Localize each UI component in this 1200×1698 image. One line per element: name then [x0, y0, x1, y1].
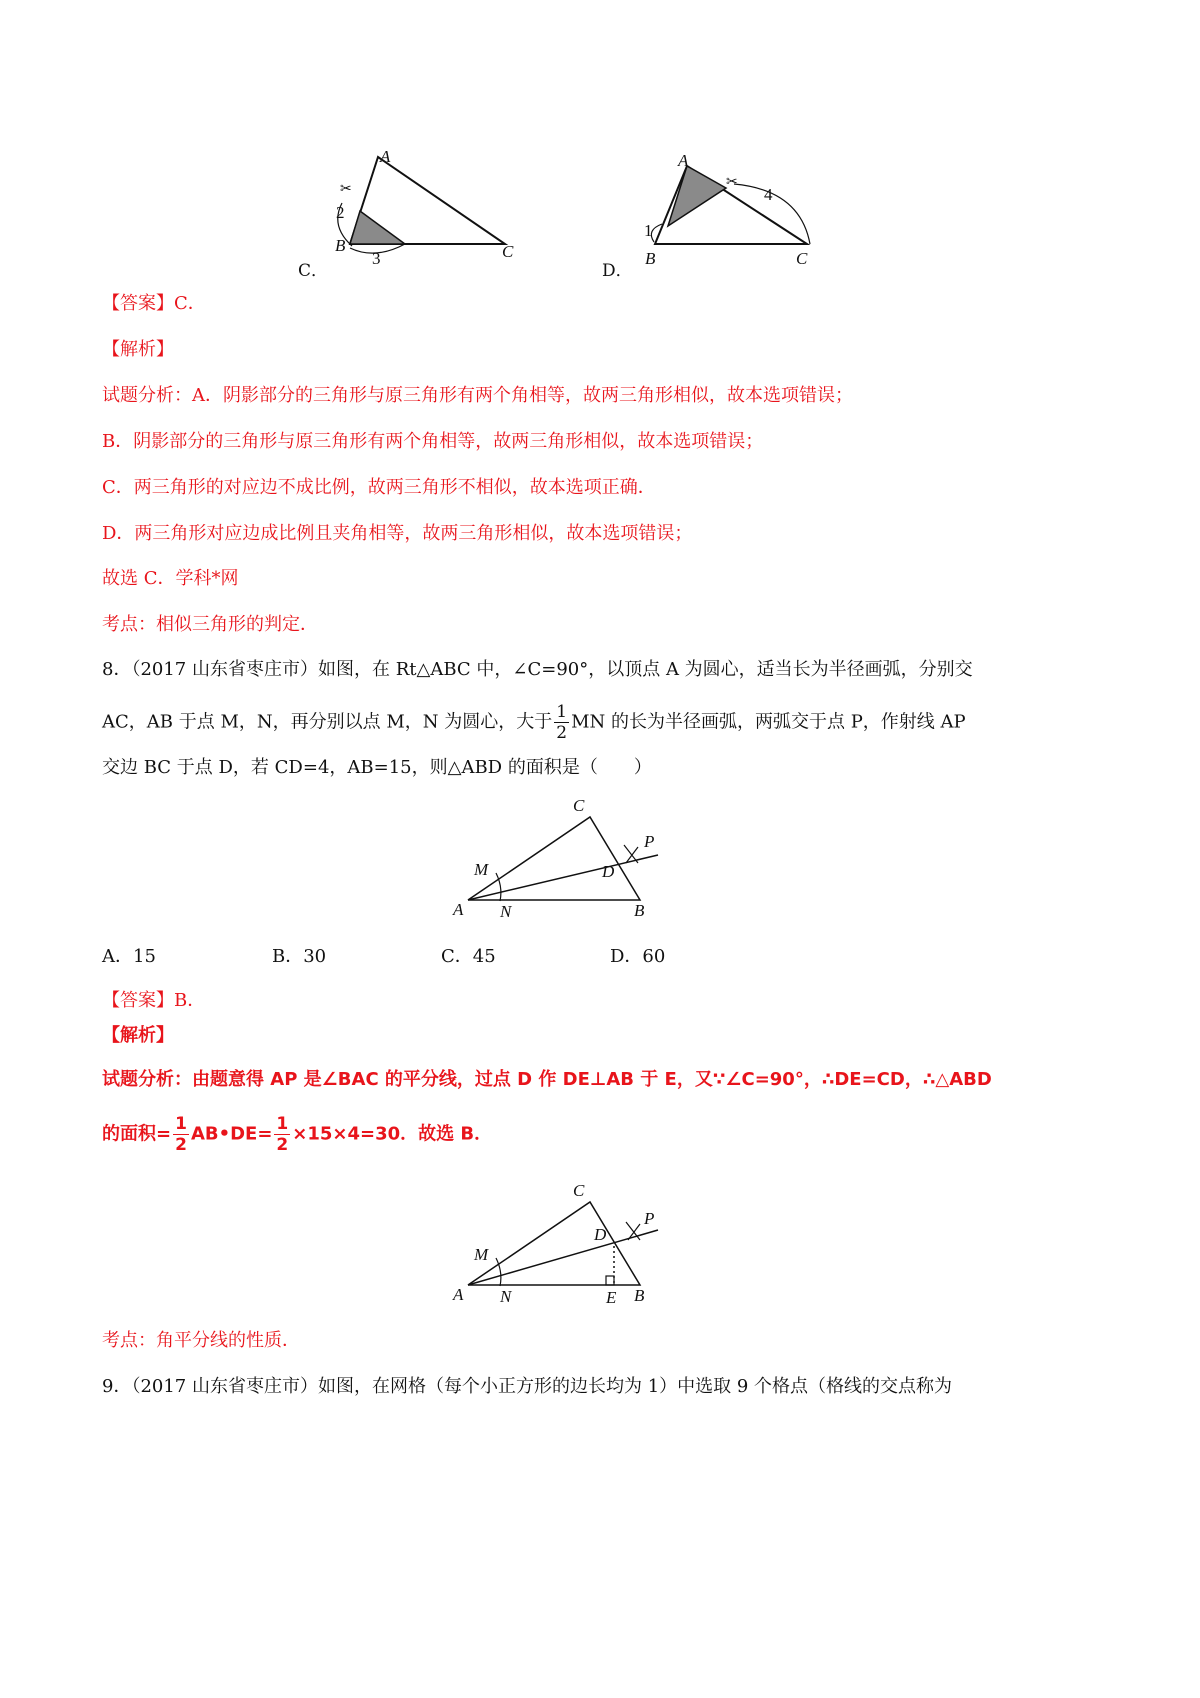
q8-analysis-line-1: 试题分析：由题意得 AP 是∠BAC 的平分线，过点 D 作 DE⊥AB 于 E，又∵∠C=90°，∴DE=CD，∴△ABD	[102, 1069, 992, 1090]
figure-option-c	[330, 148, 530, 273]
q8-analysis-line-2a: 的面积=	[102, 1123, 172, 1145]
q8-kaodian: 考点：角平分线的性质．	[102, 1330, 300, 1351]
q8-sol-fig-b: B	[634, 1286, 645, 1305]
q8-analysis-fraction-2: $\frac{1}{2}$	[276, 1114, 289, 1155]
q8-figure	[448, 795, 668, 920]
svg-text:✂: ✂	[340, 182, 352, 197]
q7-conclusion: 故选 C．学科*网	[102, 568, 239, 589]
q8-stem-line-1: 8．（2017 山东省枣庄市）如图，在 Rt△ABC 中，∠C=90°，以顶点 A 为圆心，适当长为半径画弧，分别交	[102, 659, 973, 680]
q8-option-b: B．30	[272, 946, 327, 967]
q8-fig-p: P	[644, 832, 655, 851]
q8-sol-fig-d: D	[594, 1225, 607, 1244]
q8-stem-line-3: 交边 BC 于点 D，若 CD=4，AB=15，则△ABD 的面积是（ ）	[102, 757, 652, 778]
q8-solution-figure	[448, 1180, 668, 1310]
q8-sol-fig-p: P	[644, 1209, 655, 1228]
q8-sol-fig-c: C	[573, 1181, 585, 1200]
q8-sol-fig-e: E	[606, 1288, 617, 1307]
q8-sol-fig-a: A	[453, 1285, 464, 1304]
q8-option-c: C．45	[441, 946, 496, 967]
q8-fig-m: M	[474, 860, 489, 879]
fig-d-vertex-c: C	[796, 249, 808, 268]
q8-stem-fraction: $\frac{1}{2}$	[556, 702, 568, 743]
q8-option-a: A．15	[102, 946, 156, 967]
q8-fig-a: A	[453, 900, 464, 919]
fig-d-vertex-a: A	[678, 151, 689, 170]
q8-stem-line-2a: AC，AB 于点 M，N，再分别以点 M，N 为圆心，大于	[102, 711, 553, 733]
q7-analysis-line-3: C．两三角形的对应边不成比例，故两三角形不相似，故本选项正确．	[102, 477, 656, 498]
q8-analysis-line-2c: ×15×4=30．故选 B．	[292, 1123, 493, 1145]
fig-d-side-4: 4	[764, 185, 773, 204]
fig-d-vertex-b: B	[645, 249, 656, 268]
fig-d-side-1: 1	[644, 221, 653, 240]
figure-option-d	[640, 148, 840, 273]
fig-c-vertex-a: A	[380, 148, 391, 166]
q7-analysis-line-1: 试题分析：A．阴影部分的三角形与原三角形有两个角相等，故两三角形相似，故本选项错误；	[102, 385, 853, 406]
q8-option-d: D．60	[610, 946, 666, 967]
q8-sol-fig-n: N	[500, 1287, 512, 1306]
svg-text:✂: ✂	[726, 175, 738, 190]
option-d-label: D．	[602, 261, 633, 281]
q8-analysis-line-2	[102, 1114, 492, 1155]
q8-sol-fig-m: M	[474, 1245, 489, 1264]
q8-fig-n: N	[500, 902, 512, 920]
q8-fig-c: C	[573, 796, 585, 815]
fig-c-side-2: 2	[336, 203, 345, 222]
q8-analysis-heading: 【解析】	[102, 1025, 174, 1046]
q8-fig-d: D	[602, 862, 615, 881]
q7-analysis-heading: 【解析】	[102, 339, 174, 360]
q7-answer: 【答案】C．	[102, 293, 206, 314]
fig-c-vertex-b: B	[335, 236, 346, 255]
fig-c-side-3: 3	[372, 249, 381, 268]
q8-answer: 【答案】B．	[102, 990, 206, 1011]
q7-kaodian: 考点：相似三角形的判定．	[102, 614, 318, 635]
fig-c-vertex-c: C	[502, 242, 514, 261]
q8-fig-b: B	[634, 901, 645, 920]
q9-stem-line-1: 9．（2017 山东省枣庄市）如图，在网格（每个小正方形的边长均为 1）中选取 9 个格点（格线的交点称为	[102, 1376, 953, 1397]
option-c-label: C．	[298, 261, 329, 281]
q8-analysis-fraction-1: $\frac{1}{2}$	[175, 1114, 187, 1155]
q8-stem-line-2	[102, 702, 966, 743]
q8-analysis-line-2b: AB•DE=	[190, 1123, 273, 1145]
q7-analysis-line-4: D．两三角形对应边成比例且夹角相等，故两三角形相似，故本选项错误；	[102, 523, 693, 544]
q8-stem-line-2b: MN 的长为半径画弧，两弧交于点 P，作射线 AP	[571, 711, 966, 733]
q7-analysis-line-2: B．阴影部分的三角形与原三角形有两个角相等，故两三角形相似，故本选项错误；	[102, 431, 764, 452]
